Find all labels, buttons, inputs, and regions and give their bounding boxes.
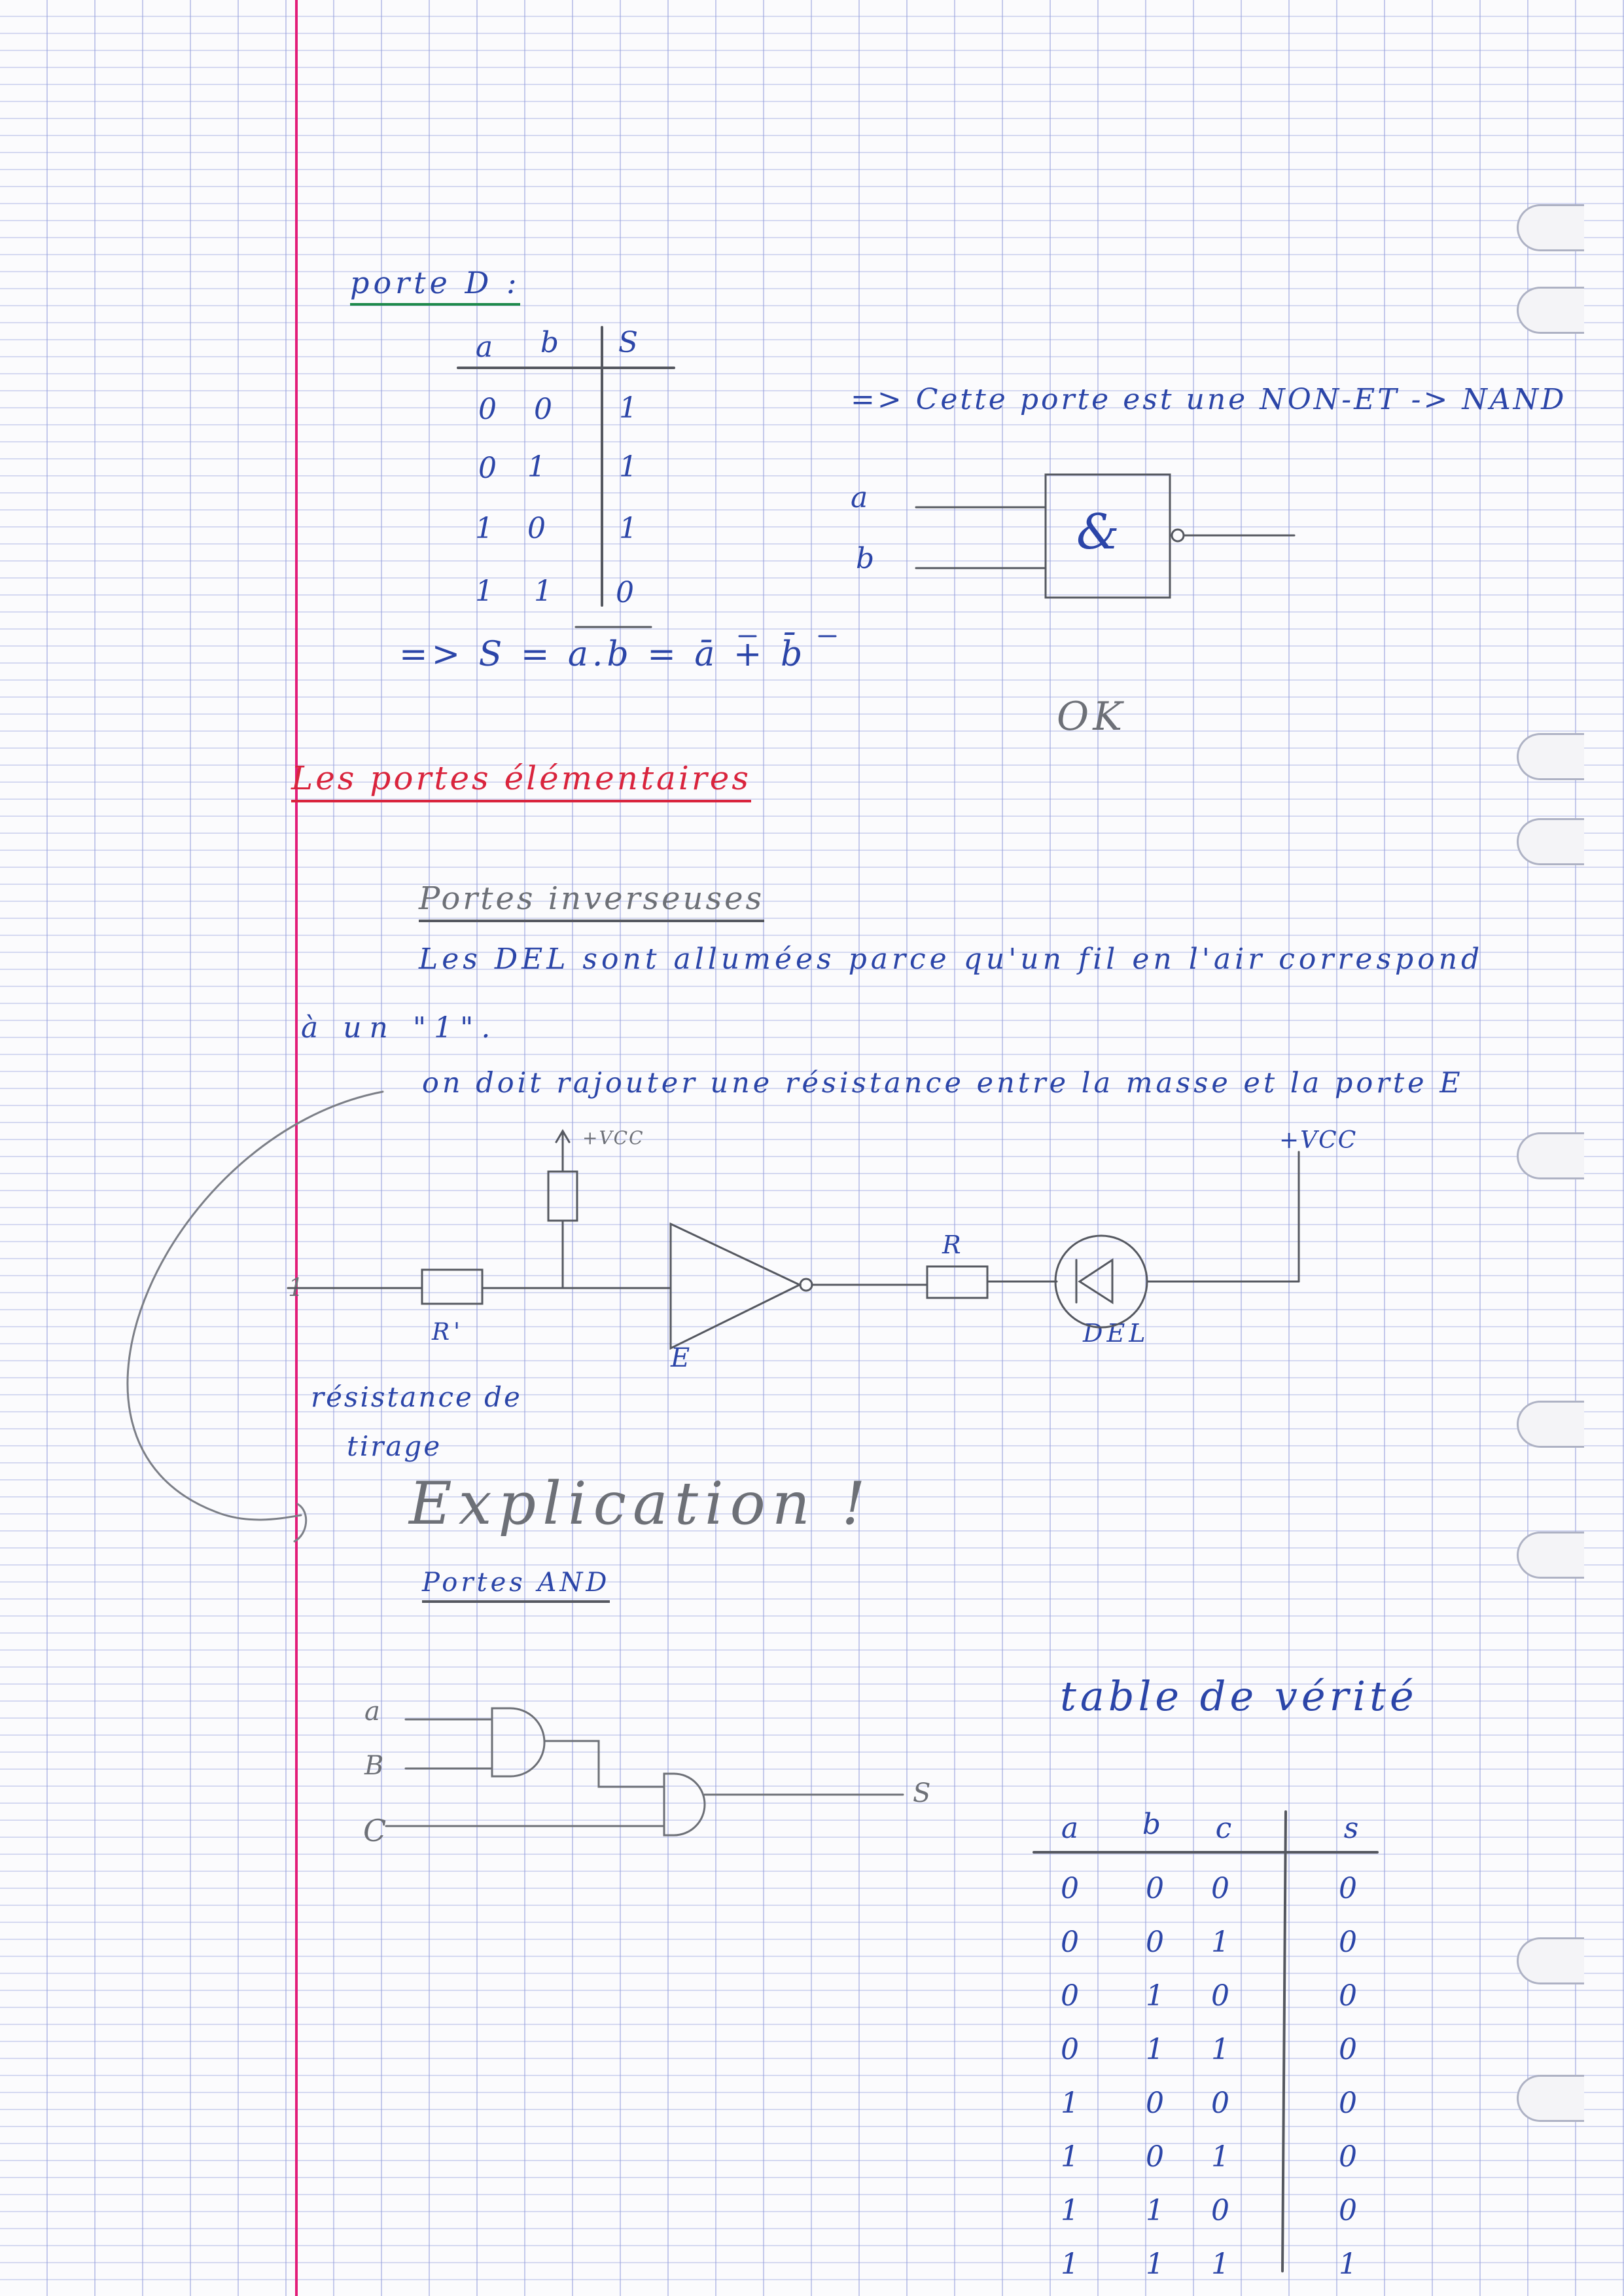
truth-table-cell: 0: [1339, 2194, 1357, 2227]
input-logic-one: 1: [288, 1273, 308, 1302]
truth-header-a: a: [1061, 1812, 1079, 1845]
table-d-cell: 0: [478, 452, 497, 485]
led-triangle: [1080, 1260, 1112, 1302]
led-circle: [1055, 1236, 1147, 1327]
truth-table-cell: 1: [1061, 2248, 1079, 2281]
table-d-cell: 1: [619, 391, 637, 425]
table-d-cell: 0: [616, 576, 634, 609]
table-d-header-s: S: [618, 326, 639, 359]
table-d-cell: 0: [478, 393, 497, 426]
inverters-line-1: Les DEL sont allumées parce qu'un fil en l'air correspond: [419, 942, 1484, 976]
table-d-cell: 1: [475, 575, 493, 608]
and-output-label: S: [913, 1778, 935, 1808]
truth-table-cell: 0: [1211, 2194, 1229, 2227]
table-d-cell: 1: [619, 512, 637, 545]
truth-table-cell: 0: [1211, 1872, 1229, 1905]
table-d-cell: 1: [534, 575, 552, 608]
truth-table-cell: 0: [1146, 1926, 1164, 1959]
annotation-curve-end: [294, 1504, 306, 1541]
inverter-gate-label: E: [671, 1343, 694, 1373]
table-d-cell: 0: [527, 512, 546, 545]
vcc-right-label: +VCC: [1279, 1127, 1358, 1154]
truth-table-cell: 1: [1061, 2194, 1079, 2227]
truth-table-cell: 0: [1061, 1979, 1079, 2013]
and-gate-2: [664, 1774, 705, 1835]
truth-header-b: b: [1142, 1808, 1161, 1841]
truth-table-cell: 0: [1146, 2087, 1164, 2120]
nand-input-a-label: a: [851, 481, 872, 514]
truth-table-vertical-line: [1282, 1812, 1286, 2271]
and-input-c-label: C: [363, 1813, 391, 1848]
inverter-triangle: [671, 1224, 800, 1348]
truth-table-cell: 0: [1146, 2140, 1164, 2174]
table-d-cell: 1: [619, 450, 637, 484]
and-gate-1: [492, 1708, 544, 1776]
table-d-header-a: a: [475, 331, 493, 364]
resistor-r: [927, 1266, 987, 1298]
truth-table-cell: 0: [1061, 1872, 1079, 1905]
truth-table-title: table de vérité: [1060, 1672, 1418, 1720]
heading-elementary-gates: Les portes élémentaires: [291, 759, 751, 802]
truth-table-cell: 0: [1146, 1872, 1164, 1905]
pullup-note-line-1: résistance de: [311, 1381, 522, 1413]
annotation-curve: [128, 1092, 383, 1520]
table-d-header-b: b: [540, 326, 559, 359]
and-gates-title: Portes AND: [422, 1568, 610, 1603]
truth-table-cell: 0: [1061, 1926, 1079, 1959]
truth-table-cell: 1: [1061, 2087, 1079, 2120]
nand-gate-box: [1046, 475, 1170, 598]
resistor-r-prime: [422, 1270, 482, 1304]
check-mark-ok: OK: [1057, 694, 1127, 740]
truth-table-cell: 1: [1146, 2194, 1164, 2227]
truth-table-cell: 0: [1211, 2087, 1229, 2120]
inverters-title: Portes inverseuses: [419, 880, 764, 922]
truth-table-cell: 0: [1061, 2033, 1079, 2066]
section-d-title: porte D :: [350, 265, 520, 306]
resistor-r-label: R: [942, 1230, 965, 1259]
truth-table-cell: 0: [1339, 1926, 1357, 1959]
nand-gate-symbol: &: [1076, 504, 1120, 560]
table-d-cell: 0: [534, 393, 552, 426]
truth-table-cell: 0: [1339, 2087, 1357, 2120]
truth-table-cell: 0: [1339, 2033, 1357, 2066]
truth-table-cell: 1: [1061, 2140, 1079, 2174]
truth-table-cell: 1: [1146, 1979, 1164, 2013]
inverters-line-3: on doit rajouter une résistance entre la masse et la porte E: [422, 1067, 1464, 1100]
resistor-r-prime-label: R': [432, 1319, 465, 1346]
explanation-note: Explication !: [409, 1469, 872, 1538]
truth-table-cell: 1: [1211, 2248, 1229, 2281]
truth-header-c: c: [1215, 1812, 1232, 1845]
vcc-left-label: +VCC: [582, 1127, 644, 1149]
truth-table-cell: 1: [1146, 2248, 1164, 2281]
table-d-cell: 1: [475, 512, 493, 545]
table-d-cell: 1: [527, 450, 546, 484]
nand-conclusion: => Cette porte est une NON-ET -> NAND: [851, 383, 1567, 416]
nand-inversion-bubble: [1172, 529, 1184, 541]
truth-header-s: s: [1343, 1812, 1359, 1845]
pullup-note-line-2: tirage: [347, 1430, 442, 1462]
inverters-line-2: à un "1".: [301, 1011, 499, 1045]
nand-input-b-label: b: [856, 542, 879, 575]
inverter-bubble: [800, 1279, 812, 1291]
truth-table-cell: 1: [1211, 1926, 1229, 1959]
truth-table-cell: 0: [1211, 1979, 1229, 2013]
truth-table-cell: 0: [1339, 1872, 1357, 1905]
section-d-equation: => S = a.b = ā + b̄: [399, 635, 807, 674]
truth-table-cell: 0: [1339, 2140, 1357, 2174]
truth-table-cell: 0: [1339, 1979, 1357, 2013]
pullup-resistor: [548, 1172, 577, 1221]
truth-table-cell: 1: [1211, 2033, 1229, 2066]
and-link-wire: [544, 1741, 664, 1787]
led-label: DEL: [1083, 1319, 1150, 1348]
and-input-b-label: B: [364, 1751, 388, 1781]
and-input-a-label: a: [364, 1696, 384, 1727]
truth-table-cell: 1: [1339, 2248, 1357, 2281]
truth-table-cell: 1: [1146, 2033, 1164, 2066]
truth-table-cell: 1: [1211, 2140, 1229, 2174]
